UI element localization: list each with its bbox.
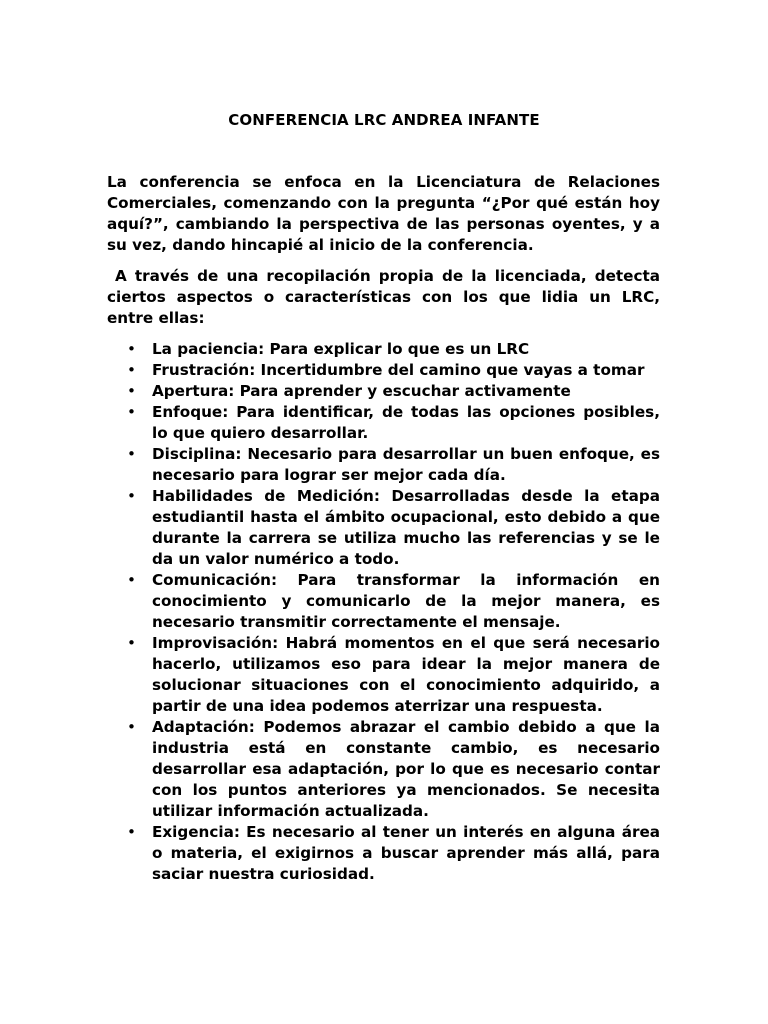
list-item-text: Apertura: Para aprender y escuchar activamente <box>152 382 571 400</box>
list-item-text: Disciplina: Necesario para desarrollar un buen enfoque, es necesario para lograr ser mejor cada día. <box>152 445 660 484</box>
list-item-text: Improvisación: Habrá momentos en el que será necesario hacerlo, utilizamos eso para idear la mejor manera de solucionar situaciones con el conocimiento adquirido, a partir de una idea podemos aterrizar una respuesta. <box>152 634 660 715</box>
list-item <box>107 444 660 486</box>
bullet-icon: • <box>127 487 136 505</box>
bullet-icon: • <box>127 718 136 736</box>
list-item <box>107 381 660 402</box>
document-title: CONFERENCIA LRC ANDREA INFANTE <box>228 111 540 129</box>
aspects-list <box>107 339 660 885</box>
list-item <box>107 339 660 360</box>
aspects-paragraph: A través de una recopilación propia de la licenciada, detecta ciertos aspectos o características con los que lidia un LRC, entre ellas: <box>107 267 660 327</box>
bullet-icon: • <box>127 340 136 358</box>
list-item-text: Enfoque: Para identificar, de todas las opciones posibles, lo que quiero desarrollar. <box>152 403 660 442</box>
intro-paragraph: La conferencia se enfoca en la Licenciatura de Relaciones Comerciales, comenzando con la pregunta “¿Por qué están hoy aquí?”, cambiando la perspectiva de las personas oyentes, y a su vez, dando hincapié al inicio de la conferencia. <box>107 173 660 254</box>
list-item <box>107 717 660 822</box>
list-item <box>107 633 660 717</box>
list-item-text: Frustración: Incertidumbre del camino que vayas a tomar <box>152 361 645 379</box>
list-item-text: Comunicación: Para transformar la información en conocimiento y comunicarlo de la mejor manera, es necesario transmitir correctamente el mensaje. <box>152 571 660 631</box>
list-item <box>107 822 660 885</box>
bullet-icon: • <box>127 361 136 379</box>
list-item <box>107 486 660 570</box>
bullet-icon: • <box>127 382 136 400</box>
list-item <box>107 402 660 444</box>
list-item <box>107 360 660 381</box>
bullet-icon: • <box>127 403 136 421</box>
list-item-text: Exigencia: Es necesario al tener un interés en alguna área o materia, el exigirnos a buscar aprender más allá, para saciar nuestra curiosidad. <box>152 823 660 883</box>
bullet-icon: • <box>127 823 136 841</box>
bullet-icon: • <box>127 634 136 652</box>
list-item-text: Adaptación: Podemos abrazar el cambio debido a que la industria está en constante cambio, es necesario desarrollar esa adaptación, por lo que es necesario contar con los puntos anteriores ya mencionados. Se necesita utilizar información actualizada. <box>152 718 660 820</box>
bullet-icon: • <box>127 571 136 589</box>
list-item-text: Habilidades de Medición: Desarrolladas desde la etapa estudiantil hasta el ámbito ocupacional, esto debido a que durante la carrera se utiliza mucho las referencias y se le da un valor numérico a todo. <box>152 487 660 568</box>
bullet-icon: • <box>127 445 136 463</box>
list-item-text: La paciencia: Para explicar lo que es un LRC <box>152 340 530 358</box>
document-body <box>107 172 660 885</box>
list-item <box>107 570 660 633</box>
